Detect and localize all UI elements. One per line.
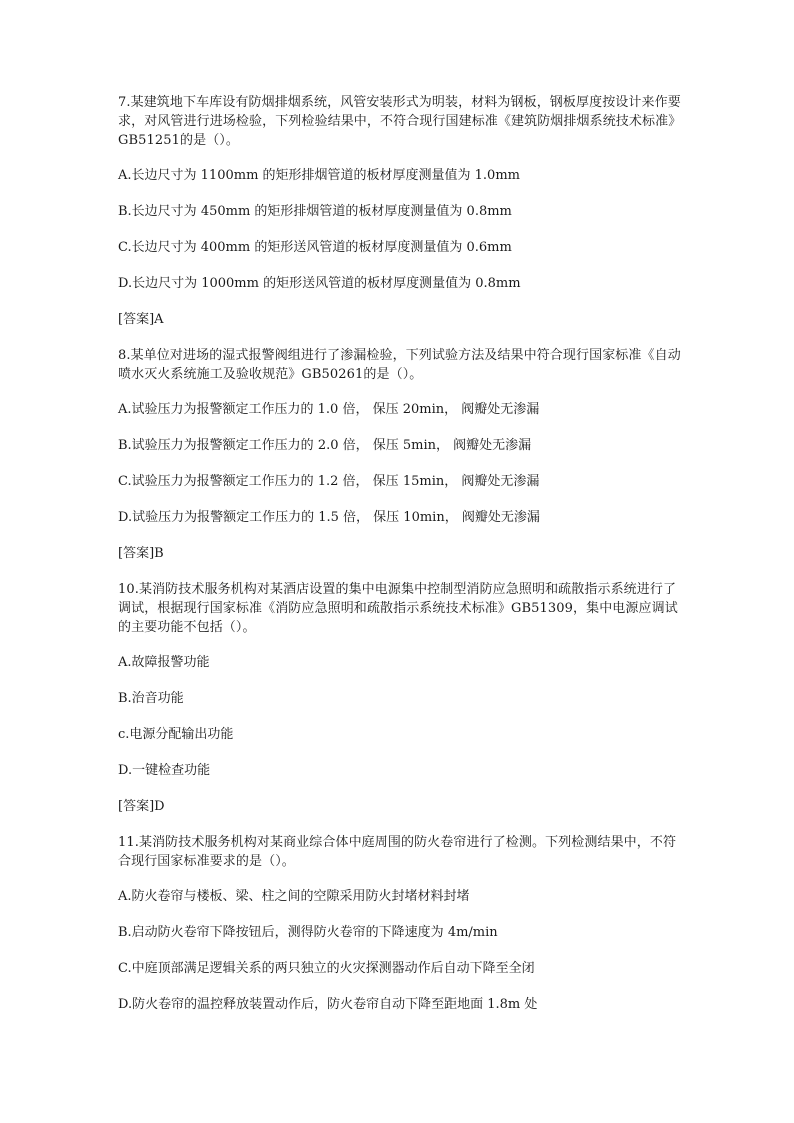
question-block xyxy=(118,93,684,329)
option-d: D.长边尺寸为 1000mm 的矩形送风管道的板材厚度测量值为 0.8mm xyxy=(118,276,521,291)
question-block xyxy=(118,346,684,563)
option-a: A.试验压力为报警额定工作压力的 1.0 倍， 保压 20min， 阀瓣处无渗漏 xyxy=(118,402,540,417)
option-a: A.防火卷帘与楼板、梁、柱之间的空隙采用防火封堵材料封堵 xyxy=(118,889,470,904)
answer-text: [答案]B xyxy=(118,546,164,561)
question-text: 7.某建筑地下车库设有防烟排烟系统，风管安装形式为明装，材料为钢板，钢板厚度按设计来作要求，对风管进行进场检验，下列检验结果中，不符合现行国建标准《建筑防烟排烟系统技术标准》GB51251的是（）。 xyxy=(118,95,682,148)
option-d: D.防火卷帘的温控释放装置动作后，防火卷帘自动下降至距地面 1.8m 处 xyxy=(118,997,538,1012)
answer-text: [答案]D xyxy=(118,799,165,814)
question-block xyxy=(118,833,684,1014)
document-page xyxy=(118,93,684,1031)
option-c: c.电源分配输出功能 xyxy=(118,727,234,742)
option-c: C.长边尺寸为 400mm 的矩形送风管道的板材厚度测量值为 0.6mm xyxy=(118,240,512,255)
question-block xyxy=(118,580,684,816)
option-c: C.试验压力为报警额定工作压力的 1.2 倍， 保压 15min， 阀瓣处无渗漏 xyxy=(118,474,540,489)
option-a: A.故障报警功能 xyxy=(118,655,210,670)
answer-text: [答案]A xyxy=(118,312,164,327)
option-d: D.一键检查功能 xyxy=(118,763,211,778)
option-b: B.试验压力为报警额定工作压力的 2.0 倍， 保压 5min， 阀瓣处无渗漏 xyxy=(118,438,532,453)
option-c: C.中庭顶部满足逻辑关系的两只独立的火灾探测器动作后自动下降至全闭 xyxy=(118,961,535,976)
question-text: 10.某消防技术服务机构对某酒店设置的集中电源集中控制型消防应急照明和疏散指示系统进行了调试，根据现行国家标准《消防应急照明和疏散指示系统技术标准》GB51309，集中电源应调试的主要功能不包括（）。 xyxy=(118,582,678,635)
option-a: A.长边尺寸为 1100mm 的矩形排烟管道的板材厚度测量值为 1.0mm xyxy=(118,168,520,183)
question-text: 11.某消防技术服务机构对某商业综合体中庭周围的防火卷帘进行了检测。下列检测结果中，不符合现行国家标准要求的是（）。 xyxy=(118,835,677,869)
option-d: D.试验压力为报警额定工作压力的 1.5 倍， 保压 10min， 阀瓣处无渗漏 xyxy=(118,510,540,525)
option-b: B.启动防火卷帘下降按钮后，测得防火卷帘的下降速度为 4m/min xyxy=(118,925,498,940)
question-text: 8.某单位对进场的湿式报警阀组进行了渗漏检验，下列试验方法及结果中符合现行国家标准《自动喷水灭火系统施工及验收规范》GB50261的是（）。 xyxy=(118,348,681,382)
option-b: B.治音功能 xyxy=(118,691,184,706)
option-b: B.长边尺寸为 450mm 的矩形排烟管道的板材厚度测量值为 0.8mm xyxy=(118,204,512,219)
